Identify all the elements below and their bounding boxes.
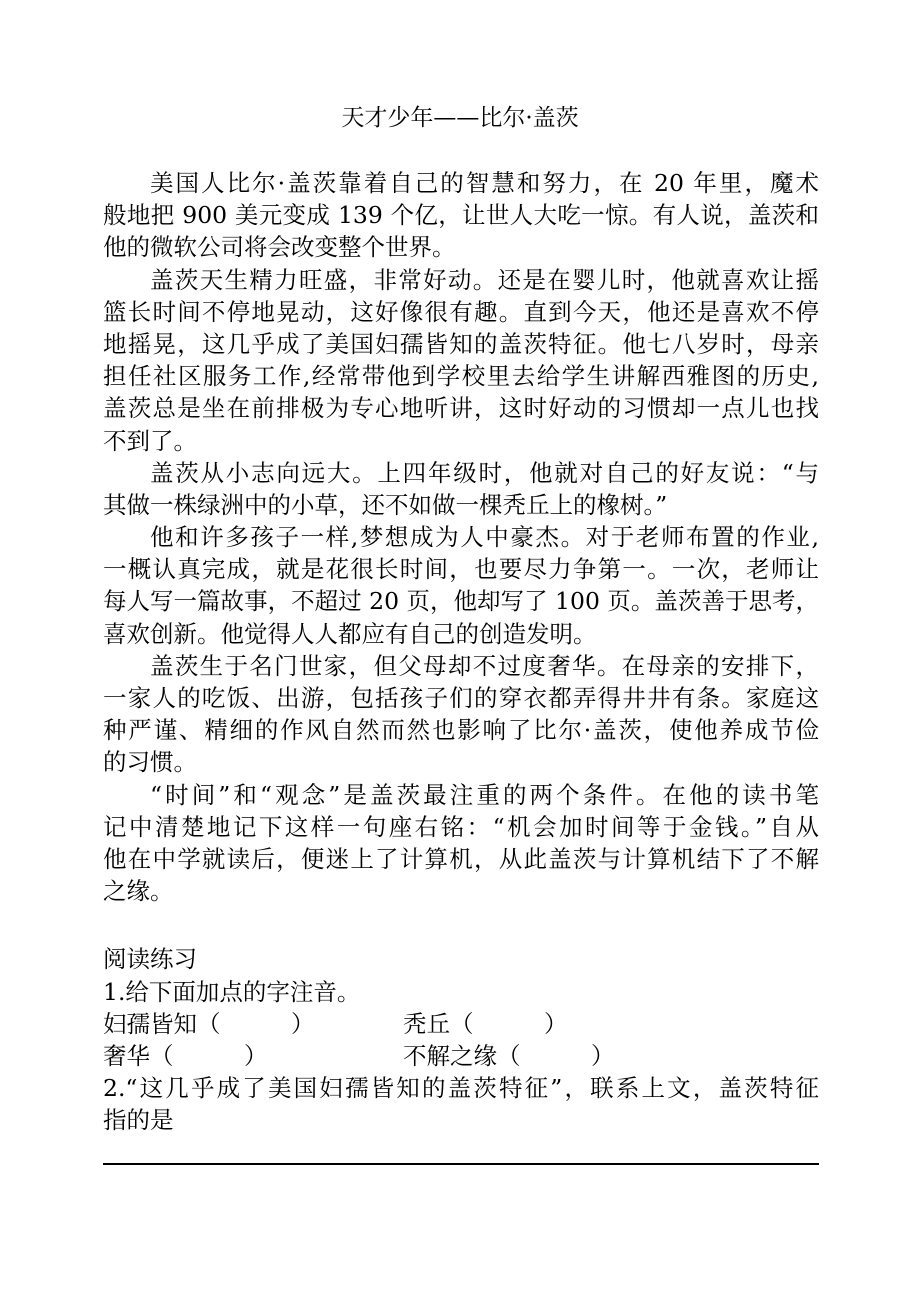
text-line: 每人写一篇故事，不超过 20 页，他却写了 100 页。盖茨善于思考， bbox=[103, 587, 819, 616]
text-line: 盖茨总是坐在前排极为专心地听讲，这时好动的习惯却一点儿也找 bbox=[103, 394, 819, 423]
pinyin-blank[interactable]: 秃丘（ ） bbox=[403, 1009, 568, 1038]
text-line: 般地把 900 美元变成 139 个亿，让世人大吃一惊。有人说，盖茨和 bbox=[103, 201, 819, 230]
exercise-section bbox=[103, 943, 819, 1136]
text-line: 不到了。 bbox=[103, 426, 197, 455]
text-line: 他和许多孩子一样,梦想成为人中豪杰。对于老师布置的作业, bbox=[150, 523, 819, 552]
text-line: “时间”和“观念”是盖茨最注重的两个条件。在他的读书笔 bbox=[150, 780, 819, 809]
paragraph-1 bbox=[103, 167, 819, 264]
exercise-heading: 阅读练习 bbox=[103, 945, 197, 974]
document-body bbox=[103, 167, 819, 1136]
paragraph-4 bbox=[103, 521, 819, 650]
paragraph-2 bbox=[103, 264, 819, 457]
document-title: 天才少年——比尔·盖茨 bbox=[341, 105, 579, 131]
answer-line[interactable] bbox=[103, 1163, 819, 1165]
pinyin-blank[interactable]: 奢华（ ） bbox=[103, 1041, 268, 1070]
paragraph-6 bbox=[103, 779, 819, 908]
text-line: 一概认真完成，就是花很长时间，也要尽力争第一。一次，老师让 bbox=[103, 555, 819, 584]
text-line: 的习惯。 bbox=[103, 748, 197, 777]
spacer bbox=[103, 907, 819, 943]
text-line: 记中清楚地记下这样一句座右铭：“机会加时间等于金钱。”自从 bbox=[103, 812, 819, 841]
text-line: 他的微软公司将会改变整个世界。 bbox=[103, 233, 456, 262]
pinyin-blank[interactable]: 不解之缘（ ） bbox=[403, 1041, 615, 1070]
text-line: 地摇晃，这几乎成了美国妇孺皆知的盖茨特征。他七八岁时，母亲 bbox=[103, 329, 819, 358]
paragraph-5 bbox=[103, 650, 819, 779]
text-line: 他在中学就读后，便迷上了计算机，从此盖茨与计算机结下了不解 bbox=[103, 844, 819, 873]
paragraph-3 bbox=[103, 457, 819, 521]
question-1: 1.给下面加点的字注音。 bbox=[103, 977, 361, 1006]
text-line: 其做一株绿洲中的小草，还不如做一棵秃丘上的橡树。” bbox=[103, 490, 668, 519]
text-line: 种严谨、精细的作风自然而然也影响了比尔·盖茨，使他养成节俭 bbox=[103, 716, 819, 745]
question-2: 指的是 bbox=[103, 1106, 174, 1135]
question-1-row bbox=[103, 1040, 819, 1072]
pinyin-blank[interactable]: 妇孺皆知（ ） bbox=[103, 1009, 315, 1038]
question-1-row bbox=[103, 1008, 819, 1040]
text-line: 喜欢创新。他觉得人人都应有自己的创造发明。 bbox=[103, 619, 597, 648]
text-line: 担任社区服务工作,经常带他到学校里去给学生讲解西雅图的历史, bbox=[103, 362, 819, 391]
text-line: 篮长时间不停地晃动，这好像很有趣。直到今天，他还是喜欢不停 bbox=[103, 297, 819, 326]
text-line: 一家人的吃饭、出游，包括孩子们的穿衣都弄得井井有条。家庭这 bbox=[103, 684, 819, 712]
text-line: 盖茨生于名门世家，但父母却不过度奢华。在母亲的安排下， bbox=[150, 651, 819, 680]
question-2: 2.“这几乎成了美国妇孺皆知的盖茨特征”，联系上文，盖茨特征 bbox=[103, 1074, 819, 1103]
text-line: 之缘。 bbox=[103, 877, 174, 906]
text-line: 盖茨从小志向远大。上四年级时，他就对自己的好友说：“与 bbox=[150, 458, 819, 487]
text-line: 盖茨天生精力旺盛，非常好动。还是在婴儿时，他就喜欢让摇 bbox=[150, 265, 819, 294]
text-line: 美国人比尔·盖茨靠着自己的智慧和努力，在 20 年里，魔术 bbox=[150, 169, 819, 197]
